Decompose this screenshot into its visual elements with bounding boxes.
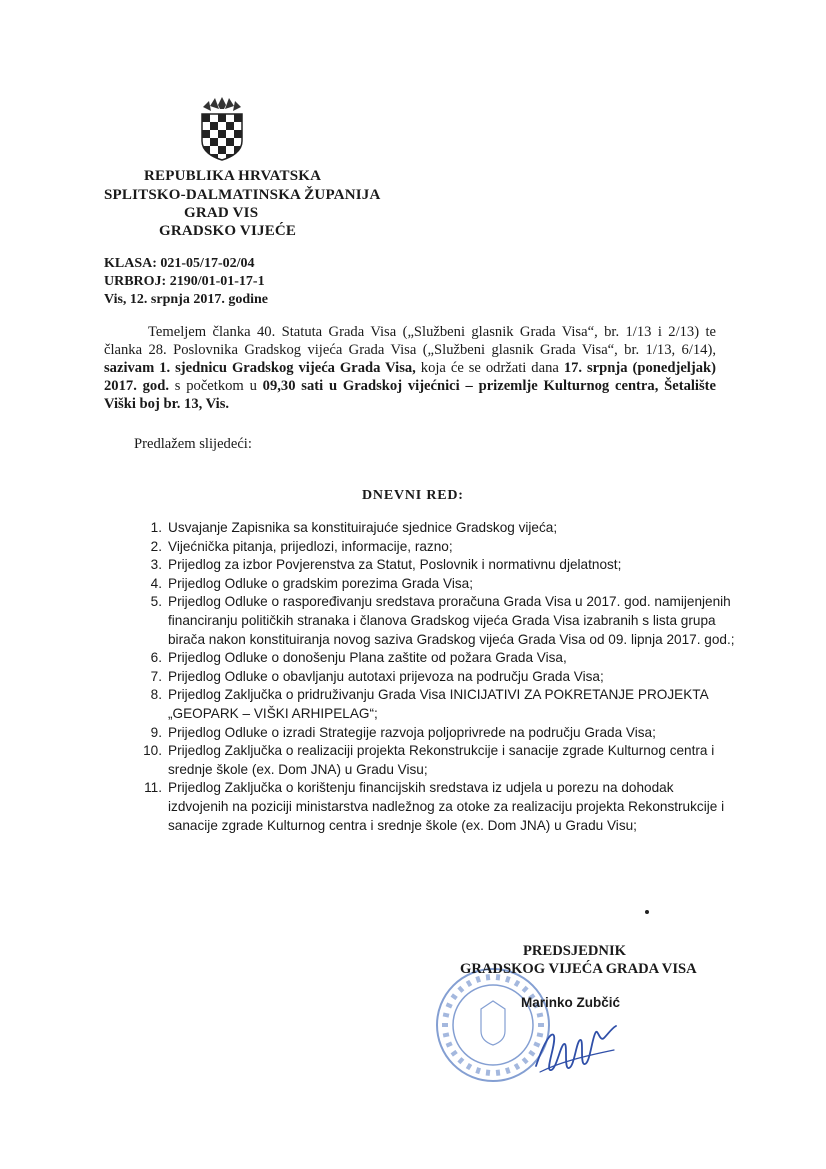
signature-title: PREDSJEDNIK: [523, 943, 626, 959]
agenda-item-text: Prijedlog Zaključka o realizaciji projekta Rekonstrukcije i sanacije zgrade Kulturnog centra i srednje škole (ex. Dom JNA) u Gradu Visu;: [168, 743, 715, 777]
agenda-item-number: 4.: [150, 575, 162, 591]
agenda-item-number: 9.: [150, 724, 162, 740]
handwritten-signature-icon: [530, 1022, 620, 1082]
country-name: REPUBLIKA HRVATSKA: [144, 168, 322, 184]
agenda-item-number: 1.: [150, 520, 162, 535]
agenda-item-text: Prijedlog Zaključka o korištenju financijskih sredstava iz udjela u porezu na dohodak izdvojenih na poziciji ministarstva nadležnog za otoke za realizaciju projekta Rekonstrukcije i sanacije zgrade Kulturnog centra i srednje škole (ex. Dom JNA) u Gradu Visu;: [168, 780, 725, 833]
speck: [645, 910, 649, 914]
intro-session-date: 17. srpnja (ponedjeljak) 2017. god.: [104, 360, 716, 394]
agenda-item-text: Vijećnička pitanja, prijedlozi, informacije, razno;: [168, 538, 453, 554]
council-name: GRADSKO VIJEĆE: [159, 223, 297, 239]
agenda-item: [136, 556, 736, 575]
agenda-item: [136, 593, 736, 649]
agenda-item-text: Prijedlog Odluke o obavljanju autotaxi prijevoza na području Grada Visa;: [168, 668, 604, 684]
agenda-item: [136, 742, 736, 779]
agenda-item: [136, 538, 736, 557]
agenda-item: [136, 519, 736, 538]
agenda-item: [136, 668, 736, 687]
place-date-line: Vis, 12. srpnja 2017. godine: [104, 292, 269, 307]
agenda-item-text: Prijedlog Zaključka o pridruživanju Grada Visa INICIJATIVI ZA POKRETANJE PROJEKTA „GEOPARK – VIŠKI ARHIPELAG“;: [168, 687, 708, 721]
agenda-item: [136, 649, 736, 668]
intro-text-3: s početkom u: [168, 378, 263, 394]
agenda-item-text: Prijedlog Odluke o izradi Strategije razvoja poljoprivrede na području Grada Visa;: [168, 724, 656, 740]
agenda-item-number: 5.: [150, 594, 162, 610]
agenda-item-number: 2.: [150, 538, 162, 554]
county-name: SPLITSKO-DALMATINSKA ŽUPANIJA: [104, 187, 381, 203]
agenda-list: [136, 519, 736, 835]
coat-of-arms-icon: [200, 97, 244, 161]
city-name: GRAD VIS: [184, 205, 259, 221]
agenda-item: [136, 724, 736, 743]
intro-text-1: Temeljem članka 40. Statuta Grada Visa („Službeni glasnik Grada Visa“, br. 1/13 i 2/13) te članka 28. Poslovnika Gradskog vijeća Grada Visa („Službeni glasnik Grada Visa“, br. 1/13, 6/14),: [104, 324, 716, 358]
signature-name: Marinko Zubčić: [521, 995, 621, 1010]
intro-session-call: sazivam 1. sjednicu Gradskog vijeća Grada Visa,: [104, 360, 416, 376]
agenda-item: [136, 686, 736, 723]
agenda-item-number: 8.: [150, 687, 162, 703]
urbroj-line: URBROJ: 2190/01-01-17-1: [104, 274, 265, 289]
agenda-item-number: 10.: [143, 743, 162, 759]
agenda-item-text: Prijedlog Odluke o gradskim porezima Grada Visa;: [168, 575, 473, 591]
klasa-line: KLASA: 021-05/17-02/04: [104, 256, 255, 271]
intro-session-location: 09,30 sati u Gradskoj vijećnici – prizemlje Kulturnog centra, Šetalište Viški boj br. 13, Vis.: [104, 378, 716, 412]
intro-paragraph: [104, 323, 716, 413]
agenda-item-text: Prijedlog Odluke o raspoređivanju sredstava proračuna Grada Visa u 2017. god. namijenjenih financiranju političkih stranaka i članova Gradskog vijeća Grada Visa izabranih s lista grupa birača nakon konstituiranja novog saziva Gradskog vijeća Grada Visa od 09. lipnja 2017. god.;: [168, 594, 735, 647]
agenda-item: [136, 575, 736, 594]
intro-text-2: koja će se održati dana: [415, 360, 564, 376]
agenda-item-number: 3.: [150, 557, 162, 573]
agenda-item-text: Prijedlog za izbor Povjerenstva za Statut, Poslovnik i normativnu djelatnost;: [168, 557, 622, 573]
agenda-item: [136, 779, 736, 835]
agenda-item-text: Prijedlog Odluke o donošenju Plana zaštite od požara Grada Visa,: [168, 650, 567, 666]
agenda-item-number: 6.: [150, 650, 162, 666]
agenda-title: DNEVNI RED:: [362, 488, 464, 503]
agenda-item-number: 11.: [144, 780, 162, 796]
agenda-item-text: Usvajanje Zapisnika sa konstituirajuće sjednice Gradskog vijeća;: [168, 520, 558, 535]
agenda-item-number: 7.: [150, 668, 162, 684]
propose-label: Predlažem slijedeći:: [134, 436, 252, 452]
signature-body: GRADSKOG VIJEĆA GRADA VISA: [460, 961, 697, 977]
